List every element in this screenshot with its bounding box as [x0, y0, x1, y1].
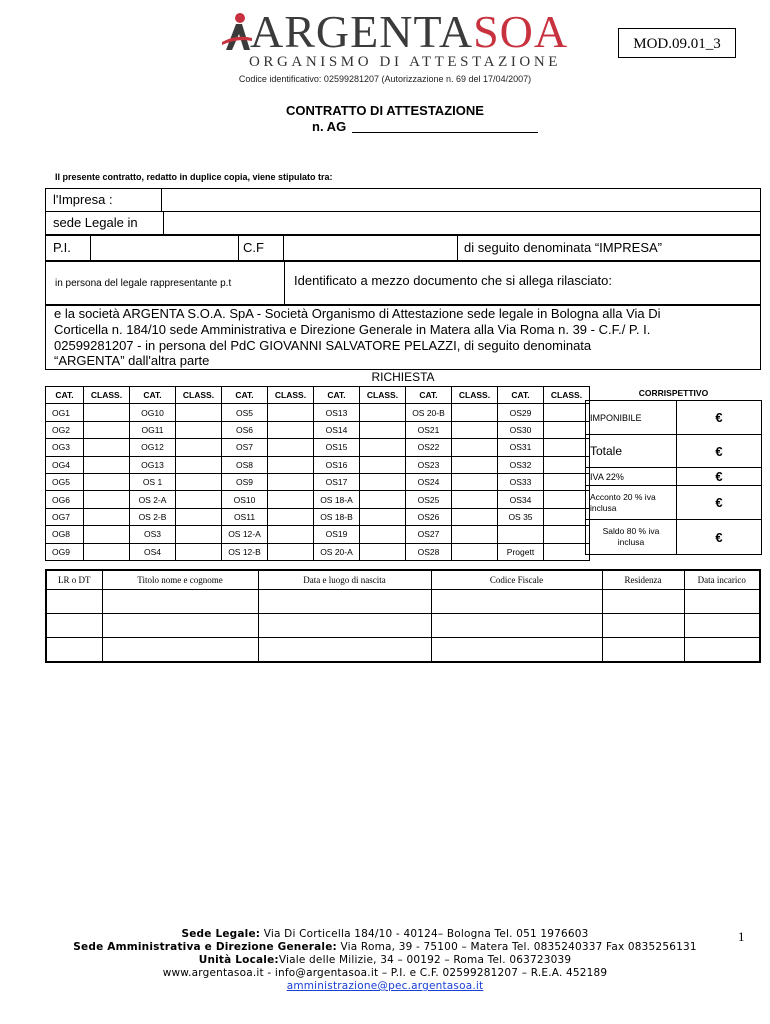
- class-field[interactable]: [176, 508, 222, 525]
- argenta-text-1: e la società ARGENTA S.O.A. SpA - Società Organismo di Attestazione sede legale in Bologna alla Via Di: [54, 306, 661, 321]
- category-code: OS 35: [498, 508, 544, 525]
- class-field[interactable]: [452, 491, 498, 508]
- saldo-label: Saldo 80 % iva inclusa: [586, 520, 677, 555]
- category-row: [46, 404, 590, 421]
- argenta-text-3: 02599281207 - in persona del PdC GIOVANNI SALVATORE PELAZZI, di seguito denominata: [54, 338, 592, 353]
- class-field[interactable]: [452, 508, 498, 525]
- class-field[interactable]: [176, 543, 222, 560]
- class-field[interactable]: [84, 421, 130, 438]
- class-field[interactable]: [84, 456, 130, 473]
- class-field[interactable]: [544, 456, 590, 473]
- categories-table: [45, 386, 590, 561]
- iva-euro[interactable]: €: [677, 468, 762, 486]
- people-field[interactable]: [602, 590, 684, 614]
- class-field[interactable]: [452, 526, 498, 543]
- cat-header: CAT.: [406, 387, 452, 404]
- category-code: OS 1: [130, 473, 176, 490]
- class-header: CLASS.: [544, 387, 590, 404]
- people-field[interactable]: [258, 614, 431, 638]
- argenta-text-2: Corticella n. 184/10 sede Amministrativa e Direzione Generale in Matera alla Via Roma n. 39 - C.F./ P. I.: [54, 322, 651, 337]
- contract-number-field[interactable]: [352, 132, 538, 133]
- class-field[interactable]: [84, 404, 130, 421]
- table-row: [46, 638, 760, 663]
- class-field[interactable]: [84, 526, 130, 543]
- category-code: OS6: [222, 421, 268, 438]
- category-code: OG10: [130, 404, 176, 421]
- people-field[interactable]: [684, 638, 760, 663]
- legale-rappresentante-label: in persona del legale rappresentante p.t: [55, 278, 232, 289]
- people-header: Data incarico: [684, 570, 760, 590]
- category-code: OS19: [314, 526, 360, 543]
- contract-number-label: n. AG: [312, 119, 347, 134]
- footer-sede-amm-text: Via Roma, 39 - 75100 – Matera Tel. 0835240337 Fax 0835256131: [336, 941, 697, 953]
- category-code: OS11: [222, 508, 268, 525]
- class-field[interactable]: [84, 491, 130, 508]
- people-field[interactable]: [431, 638, 602, 663]
- category-code: OG13: [130, 456, 176, 473]
- category-code: OS30: [498, 421, 544, 438]
- table-row: [46, 614, 760, 638]
- footer: [0, 928, 770, 993]
- category-code: OS26: [406, 508, 452, 525]
- category-code: OS7: [222, 439, 268, 456]
- totale-euro[interactable]: €: [677, 435, 762, 468]
- category-code: OS 2-B: [130, 508, 176, 525]
- sede-label: sede Legale in: [53, 215, 138, 230]
- category-code: OS9: [222, 473, 268, 490]
- footer-unita-text: Viale delle Milizie, 34 – 00192 – Roma Tel. 063723039: [278, 954, 572, 966]
- category-code: OS29: [498, 404, 544, 421]
- class-field[interactable]: [360, 508, 406, 525]
- category-code: OS24: [406, 473, 452, 490]
- cat-header: CAT.: [222, 387, 268, 404]
- class-field[interactable]: [360, 404, 406, 421]
- class-field[interactable]: [176, 421, 222, 438]
- category-code: OS15: [314, 439, 360, 456]
- codice-identificativo: Codice identificativo: 02599281207 (Autorizzazione n. 69 del 17/04/2007): [238, 74, 532, 84]
- category-code: OG5: [46, 473, 84, 490]
- category-row: [46, 473, 590, 490]
- category-code: OG8: [46, 526, 84, 543]
- people-field[interactable]: [46, 638, 102, 663]
- class-field[interactable]: [268, 421, 314, 438]
- category-code: OS32: [498, 456, 544, 473]
- category-code: OS13: [314, 404, 360, 421]
- people-field[interactable]: [46, 590, 102, 614]
- footer-sede-legale-label: Sede Legale:: [181, 928, 261, 940]
- impresa-field[interactable]: [163, 189, 760, 211]
- representatives-table-body: [46, 570, 760, 662]
- footer-pec-link[interactable]: amministrazione@pec.argentasoa.it: [286, 980, 484, 992]
- class-header: CLASS.: [452, 387, 498, 404]
- class-field[interactable]: [452, 543, 498, 560]
- class-field[interactable]: [268, 543, 314, 560]
- class-field[interactable]: [544, 404, 590, 421]
- intro-text: Il presente contratto, redatto in duplice copia, viene stipulato tra:: [55, 172, 333, 182]
- denominata-text: di seguito denominata “IMPRESA”: [464, 240, 662, 255]
- category-code: OS27: [406, 526, 452, 543]
- class-field[interactable]: [544, 421, 590, 438]
- people-field[interactable]: [602, 614, 684, 638]
- class-field[interactable]: [544, 491, 590, 508]
- class-field[interactable]: [176, 456, 222, 473]
- category-code: OS 20-A: [314, 543, 360, 560]
- cf-field[interactable]: [285, 236, 457, 260]
- category-code: OS33: [498, 473, 544, 490]
- category-code: OG6: [46, 491, 84, 508]
- category-row: [46, 456, 590, 473]
- class-header: CLASS.: [268, 387, 314, 404]
- class-field[interactable]: [360, 473, 406, 490]
- cat-header: CAT.: [314, 387, 360, 404]
- people-header: Codice Fiscale: [431, 570, 602, 590]
- category-code: OS 12-A: [222, 526, 268, 543]
- saldo-euro[interactable]: €: [677, 520, 762, 555]
- category-code: OS4: [130, 543, 176, 560]
- imponibile-euro[interactable]: €: [677, 401, 762, 435]
- corrispettivo-table: [585, 386, 762, 555]
- class-field[interactable]: [84, 473, 130, 490]
- class-field[interactable]: [360, 526, 406, 543]
- people-header: Titolo nome e cognome: [102, 570, 258, 590]
- cat-header: CAT.: [498, 387, 544, 404]
- class-field[interactable]: [268, 439, 314, 456]
- class-field[interactable]: [84, 508, 130, 525]
- class-header: CLASS.: [360, 387, 406, 404]
- class-field[interactable]: [360, 456, 406, 473]
- class-field[interactable]: [544, 439, 590, 456]
- class-field[interactable]: [176, 491, 222, 508]
- logo-word-dark: ARGENTA: [250, 6, 474, 57]
- footer-unita-label: Unità Locale:: [198, 954, 279, 966]
- category-row: [46, 421, 590, 438]
- class-field[interactable]: [176, 526, 222, 543]
- argenta-text-4: “ARGENTA” dall'altra parte: [54, 353, 210, 368]
- class-field[interactable]: [544, 508, 590, 525]
- class-field[interactable]: [84, 439, 130, 456]
- people-field[interactable]: [602, 638, 684, 663]
- cat-header: CAT.: [130, 387, 176, 404]
- category-code: OG1: [46, 404, 84, 421]
- category-code: OS5: [222, 404, 268, 421]
- footer-web: www.argentasoa.it - info@argentasoa.it – P.I. e C.F. 02599281207 – R.E.A. 452189: [162, 967, 608, 979]
- class-field[interactable]: [268, 456, 314, 473]
- iva-label: IVA 22%: [586, 468, 677, 486]
- category-code: OG9: [46, 543, 84, 560]
- category-code: OS 12-B: [222, 543, 268, 560]
- category-row: [46, 439, 590, 456]
- class-field[interactable]: [268, 473, 314, 490]
- category-code: OS28: [406, 543, 452, 560]
- category-code: OS 2-A: [130, 491, 176, 508]
- people-field[interactable]: [684, 614, 760, 638]
- people-field[interactable]: [102, 638, 258, 663]
- richiesta-title: RICHIESTA: [371, 370, 435, 384]
- acconto-euro[interactable]: €: [677, 486, 762, 520]
- class-field[interactable]: [268, 404, 314, 421]
- category-code: OS17: [314, 473, 360, 490]
- people-field[interactable]: [684, 590, 760, 614]
- class-field[interactable]: [268, 508, 314, 525]
- module-code-box: MOD.09.01_3: [618, 28, 736, 58]
- totale-label: Totale: [586, 435, 677, 468]
- class-field[interactable]: [360, 421, 406, 438]
- people-field[interactable]: [258, 590, 431, 614]
- class-header: CLASS.: [176, 387, 222, 404]
- imponibile-label: IMPONIBILE: [586, 401, 677, 435]
- identificato-label: Identificato a mezzo documento che si allega rilasciato:: [294, 273, 612, 288]
- category-code: OG11: [130, 421, 176, 438]
- category-code: OS8: [222, 456, 268, 473]
- people-field[interactable]: [431, 614, 602, 638]
- representatives-table: [45, 569, 761, 663]
- category-code: OS3: [130, 526, 176, 543]
- category-row: [46, 508, 590, 525]
- category-code: OS23: [406, 456, 452, 473]
- class-header: CLASS.: [84, 387, 130, 404]
- category-code: OG4: [46, 456, 84, 473]
- category-row: [46, 526, 590, 543]
- people-header: Data e luogo di nascita: [258, 570, 431, 590]
- people-field[interactable]: [46, 614, 102, 638]
- people-field[interactable]: [102, 614, 258, 638]
- category-code: OS22: [406, 439, 452, 456]
- class-field[interactable]: [360, 439, 406, 456]
- people-header: LR o DT: [46, 570, 102, 590]
- class-field[interactable]: [268, 526, 314, 543]
- class-field[interactable]: [176, 439, 222, 456]
- table-row: [46, 590, 760, 614]
- category-row: [46, 491, 590, 508]
- acconto-label: Acconto 20 % iva inclusa: [586, 486, 677, 520]
- class-field[interactable]: [360, 491, 406, 508]
- category-code: OS10: [222, 491, 268, 508]
- class-field[interactable]: [176, 404, 222, 421]
- cf-label: C.F: [243, 240, 264, 255]
- categories-table-body: [46, 387, 590, 561]
- pi-field[interactable]: [92, 236, 238, 260]
- footer-sede-legale: [0, 928, 770, 941]
- class-field[interactable]: [176, 473, 222, 490]
- pi-label: P.I.: [53, 240, 71, 255]
- category-code: OG2: [46, 421, 84, 438]
- class-field[interactable]: [452, 473, 498, 490]
- people-field[interactable]: [258, 638, 431, 663]
- category-code: OS21: [406, 421, 452, 438]
- category-code: OS25: [406, 491, 452, 508]
- footer-sede-amministrativa: [0, 941, 770, 954]
- document-title: CONTRATTO DI ATTESTAZIONE: [286, 103, 484, 118]
- class-field[interactable]: [544, 543, 590, 560]
- category-code: OG3: [46, 439, 84, 456]
- sede-field[interactable]: [165, 212, 760, 234]
- people-field[interactable]: [102, 590, 258, 614]
- corrispettivo-header: CORRISPETTIVO: [638, 388, 709, 398]
- cat-header: CAT.: [46, 387, 84, 404]
- people-header: Residenza: [602, 570, 684, 590]
- category-row: [46, 543, 590, 560]
- class-field[interactable]: [452, 456, 498, 473]
- class-field[interactable]: [84, 543, 130, 560]
- category-code: OS16: [314, 456, 360, 473]
- category-code: OG12: [130, 439, 176, 456]
- people-field[interactable]: [431, 590, 602, 614]
- category-code: OS 18-B: [314, 508, 360, 525]
- class-field[interactable]: [268, 491, 314, 508]
- footer-sede-amm-label: Sede Amministrativa e Direzione Generale:: [73, 941, 337, 953]
- page-number: 1: [738, 929, 745, 944]
- category-code: OS 18-A: [314, 491, 360, 508]
- class-field[interactable]: [360, 543, 406, 560]
- logo-subtitle: ORGANISMO DI ATTESTAZIONE: [248, 54, 562, 70]
- logo-word-red: SOA: [473, 6, 569, 57]
- class-field[interactable]: [452, 439, 498, 456]
- class-field[interactable]: [544, 526, 590, 543]
- category-code: OG7: [46, 508, 84, 525]
- category-code: [498, 526, 544, 543]
- logo-wordmark: [220, 6, 590, 57]
- class-field[interactable]: [452, 404, 498, 421]
- category-code: Progett: [498, 543, 544, 560]
- argentasoa-logo: [220, 6, 590, 70]
- impresa-label: l'Impresa :: [53, 192, 113, 207]
- class-field[interactable]: [452, 421, 498, 438]
- footer-unita-locale: [0, 954, 770, 967]
- class-field[interactable]: [544, 473, 590, 490]
- category-code: OS34: [498, 491, 544, 508]
- category-code: OS31: [498, 439, 544, 456]
- category-code: OS 20-B: [406, 404, 452, 421]
- category-code: OS14: [314, 421, 360, 438]
- footer-sede-legale-text: Via Di Corticella 184/10 - 40124– Bologna Tel. 051 1976603: [260, 928, 589, 940]
